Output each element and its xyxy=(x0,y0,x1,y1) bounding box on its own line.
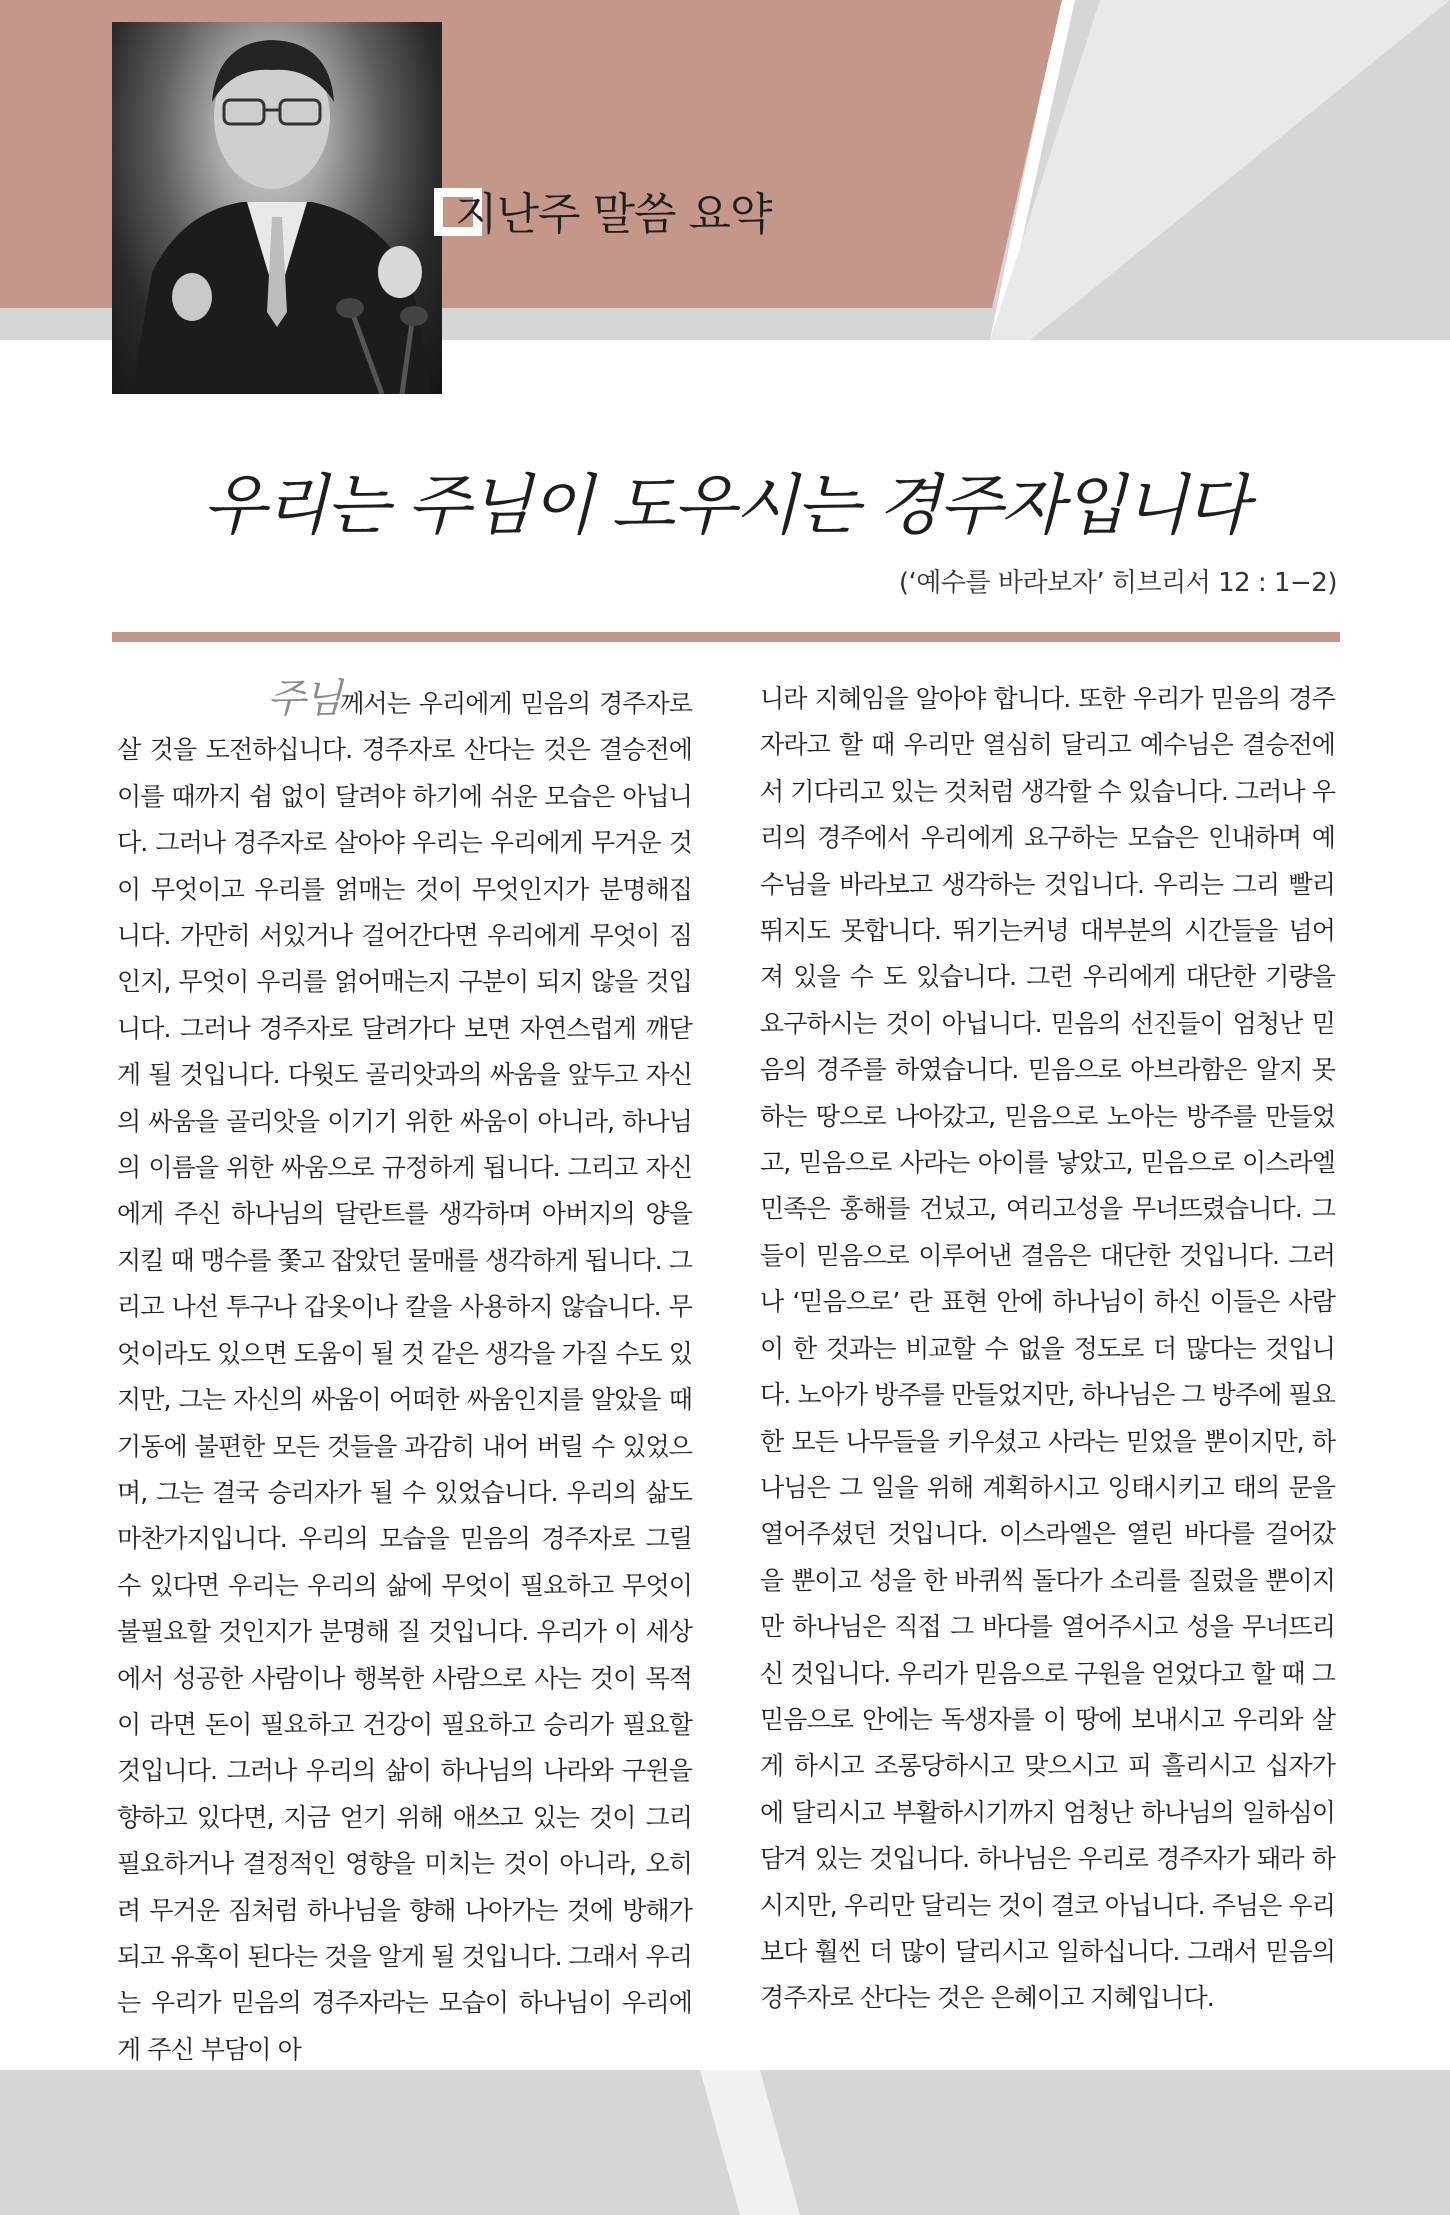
body-column-left xyxy=(117,676,692,2073)
body-text-right: 니라 지혜임을 알아야 합니다. 또한 우리가 믿음의 경주자라고 할 때 우리만 열심히 달리고 예수님은 결승전에서 기다리고 있는 것처럼 생각할 수 있습니다. 그러나 우리의 경주에서 우리에게 요구하는 모습은 인내하며 예수님을 바라보고 생각하는 것입니다. 우리는 그리 빨리 뛰지도 못합니다. 뛰기는커녕 대부분의 시간들을 넘어져 있을 수 도 있습니다. 그런 우리에게 대단한 기량을 요구하시는 것이 아닙니다. 믿음의 선진들이 엄청난 믿음의 경주를 하였습니다. 믿음으로 아브라함은 알지 못하는 땅으로 나아갔고, 믿음으로 노아는 방주를 만들었고, 믿음으로 사라는 아이를 낳았고, 믿음으로 이스라엘 민족은 홍해를 건넜고, 여리고성을 무너뜨렸습니다. 그들이 믿음으로 이루어낸 결음은 대단한 것입니다. 그러나 ‘믿음으로’ 란 표현 안에 하나님이 하신 이들은 사람이 한 것과는 비교할 수 없을 정도로 더 많다는 것입니다. 노아가 방주를 만들었지만, 하나님은 그 방주에 필요한 모든 나무들을 키우셨고 사라는 믿었을 뿐이지만, 하나님은 그 일을 위해 계획하시고 잉태시키고 태의 문을 열어주셨던 것입니다. 이스라엘은 열린 바다를 걸어갔을 뿐이고 성을 한 바퀴씩 돌다가 소리를 질렀을 뿐이지만 하나님은 직접 그 바다를 열어주시고 성을 무너뜨리신 것입니다. 우리가 믿음으로 구원을 얻었다고 할 때 그 믿음으로 안에는 독생자를 이 땅에 보내시고 우리와 살게 하시고 조롱당하시고 맞으시고 피 흘리시고 십자가에 달리시고 부활하시기까지 엄청난 하나님의 일하심이 담겨 있는 것입니다. 하나님은 우리로 경주자가 돼라 하시지만, 우리만 달리는 것이 결코 아닙니다. 주님은 우리보다 훨씬 더 많이 달리시고 일하십니다. 그래서 믿음의 경주자로 산다는 것은 은혜이고 지혜입니다. xyxy=(760,684,1335,2013)
pastor-photo xyxy=(112,22,442,394)
drop-cap-word: 주님 xyxy=(267,676,341,722)
body-column-right xyxy=(760,676,1335,2022)
body-text-left: 께서는 우리에게 믿음의 경주자로 살 것을 도전하십니다. 경주자로 산다는 것은 결승전에 이를 때까지 쉼 없이 달려야 하기에 쉬운 모습은 아닙니다. 그러나 경주자로 살아야 우리는 우리에게 무거운 것이 무엇이고 우리를 얽매는 것이 무엇인지가 분명해집니다. 가만히 서있거나 걸어간다면 우리에게 무엇이 짐인지, 무엇이 우리를 얽어매는지 구분이 되지 않을 것입니다. 그러나 경주자로 달려가다 보면 자연스럽게 깨닫게 될 것입니다. 다윗도 골리앗과의 싸움을 앞두고 자신의 싸움을 골리앗을 이기기 위한 싸움이 아니라, 하나님의 이름을 위한 싸움으로 규정하게 됩니다. 그리고 자신에게 주신 하나님의 달란트를 생각하며 아버지의 양을 지킬 때 맹수를 쫓고 잡았던 물매를 생각하게 됩니다. 그리고 나선 투구나 갑옷이나 칼을 사용하지 않습니다. 무엇이라도 있으면 도움이 될 것 같은 생각을 가질 수도 있지만, 그는 자신의 싸움이 어떠한 싸움인지를 알았을 때 기동에 불편한 모든 것들을 과감히 내어 버릴 수 있었으며, 그는 결국 승리자가 될 수 있었습니다. 우리의 삶도 마찬가지입니다. 우리의 모습을 믿음의 경주자로 그릴 수 있다면 우리는 우리의 삶에 무엇이 필요하고 무엇이 불필요할 것인지가 분명해 질 것입니다. 우리가 이 세상에서 성공한 사람이나 행복한 사람으로 사는 것이 목적이 라면 돈이 필요하고 건강이 필요하고 승리가 필요할 것입니다. 그러나 우리의 삶이 하나님의 나라와 구원을 향하고 있다면, 지금 얻기 위해 애쓰고 있는 것이 그리 필요하거나 결정적인 영향을 미치는 것이 아니라, 오히려 무거운 짐처럼 하나님을 향해 나아가는 것에 방해가 되고 유혹이 된다는 것을 알게 될 것입니다. 그래서 우리는 우리가 믿음의 경주자라는 모습이 하나님이 우리에게 주신 부담이 아 xyxy=(117,689,692,2064)
sermon-title: 우리는 주님이 도우시는 경주자입니다 xyxy=(202,467,1248,544)
section-label: 지난주 말씀 요약 xyxy=(455,189,772,240)
scripture-reference: (‘예수를 바라보자’ 히브리서 12 : 1−2) xyxy=(898,568,1337,598)
title-divider xyxy=(112,632,1340,642)
